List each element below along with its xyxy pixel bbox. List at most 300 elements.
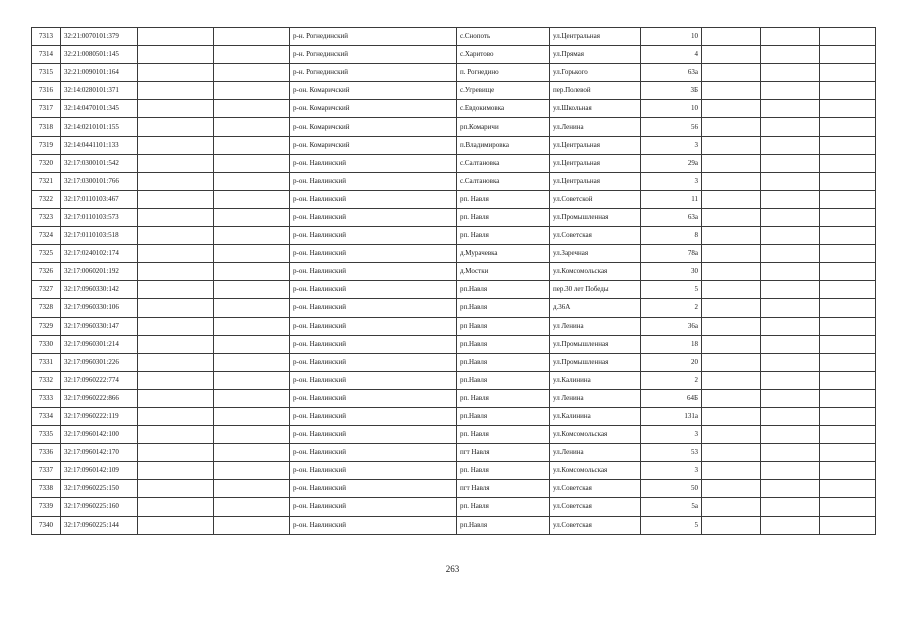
empty-cell [702,516,761,534]
table-row [32,444,876,462]
empty-cell [214,426,290,444]
row-number: 7334 [32,407,61,425]
empty-cell [702,263,761,281]
table-row [32,208,876,226]
empty-cell [214,335,290,353]
empty-cell [138,172,214,190]
row-number: 7333 [32,389,61,407]
empty-cell [214,172,290,190]
table-row [32,28,876,46]
house-cell: 4 [641,46,702,64]
table-row [32,462,876,480]
empty-cell [702,64,761,82]
row-number: 7315 [32,64,61,82]
empty-cell [761,335,820,353]
row-number: 7340 [32,516,61,534]
house-cell: 10 [641,28,702,46]
empty-cell [214,516,290,534]
settlement-cell: п. Рогнедино [457,64,550,82]
empty-cell [214,46,290,64]
empty-cell [214,444,290,462]
house-cell: 10 [641,100,702,118]
row-number: 7332 [32,371,61,389]
settlement-cell: рп. Навля [457,208,550,226]
empty-cell [214,208,290,226]
settlement-cell: с.Харитово [457,46,550,64]
cadastral-number: 32:17:0960142:109 [61,462,138,480]
table-row [32,407,876,425]
empty-cell [138,190,214,208]
empty-cell [761,100,820,118]
empty-cell [761,154,820,172]
empty-cell [214,227,290,245]
document-sheet [31,27,875,535]
house-cell: 5 [641,516,702,534]
row-number: 7324 [32,227,61,245]
street-cell: ул.Советской [550,190,641,208]
empty-cell [820,389,876,407]
settlement-cell: рп Навля [457,317,550,335]
empty-cell [761,245,820,263]
cadastral-number: 32:21:0090101:164 [61,64,138,82]
row-number: 7328 [32,299,61,317]
table-row [32,498,876,516]
empty-cell [214,263,290,281]
empty-cell [138,299,214,317]
empty-cell [138,480,214,498]
empty-cell [138,28,214,46]
row-number: 7322 [32,190,61,208]
empty-cell [820,100,876,118]
empty-cell [138,100,214,118]
empty-cell [702,498,761,516]
empty-cell [761,371,820,389]
settlement-cell: рп. Навля [457,462,550,480]
empty-cell [214,190,290,208]
empty-cell [820,118,876,136]
row-number: 7327 [32,281,61,299]
street-cell: ул.Советская [550,498,641,516]
house-cell: 3Б [641,82,702,100]
empty-cell [702,335,761,353]
empty-cell [702,281,761,299]
empty-cell [138,82,214,100]
empty-cell [138,498,214,516]
street-cell: ул.Промышленная [550,353,641,371]
empty-cell [138,335,214,353]
house-cell: 50 [641,480,702,498]
cadastral-number: 32:17:0110103:467 [61,190,138,208]
table-row [32,263,876,281]
table-row [32,389,876,407]
street-cell: пер.30 лет Победы [550,281,641,299]
table-row [32,118,876,136]
registry-rows [32,28,876,535]
row-number: 7313 [32,28,61,46]
table-row [32,516,876,534]
empty-cell [702,136,761,154]
empty-cell [820,480,876,498]
empty-cell [214,154,290,172]
empty-cell [702,389,761,407]
empty-cell [820,281,876,299]
empty-cell [761,353,820,371]
empty-cell [761,28,820,46]
empty-cell [820,172,876,190]
empty-cell [820,208,876,226]
house-cell: 3 [641,172,702,190]
district-cell: р-н. Рогнединский [290,64,457,82]
row-number: 7316 [32,82,61,100]
empty-cell [820,136,876,154]
empty-cell [761,480,820,498]
empty-cell [214,28,290,46]
empty-cell [820,28,876,46]
house-cell: 30 [641,263,702,281]
district-cell: р-он. Навлинский [290,371,457,389]
district-cell: р-он. Навлинский [290,353,457,371]
settlement-cell: с.Салтановка [457,154,550,172]
settlement-cell: д.Мурачевка [457,245,550,263]
street-cell: ул.Калинина [550,407,641,425]
empty-cell [138,444,214,462]
street-cell: ул.Калинина [550,371,641,389]
house-cell: 131а [641,407,702,425]
table-row [32,426,876,444]
table-row [32,281,876,299]
empty-cell [702,317,761,335]
empty-cell [702,28,761,46]
cadastral-number: 32:17:0960330:147 [61,317,138,335]
district-cell: р-он. Навлинский [290,516,457,534]
settlement-cell: рп.Навля [457,299,550,317]
empty-cell [702,118,761,136]
house-cell: 3 [641,462,702,480]
empty-cell [214,82,290,100]
settlement-cell: рп. Навля [457,389,550,407]
settlement-cell: рп.Навля [457,516,550,534]
street-cell: ул.Промышленная [550,335,641,353]
empty-cell [820,371,876,389]
empty-cell [214,480,290,498]
house-cell: 36а [641,317,702,335]
empty-cell [138,46,214,64]
empty-cell [820,426,876,444]
empty-cell [138,353,214,371]
row-number: 7323 [32,208,61,226]
row-number: 7337 [32,462,61,480]
empty-cell [702,245,761,263]
empty-cell [138,407,214,425]
cadastral-number: 32:17:0960222:774 [61,371,138,389]
empty-cell [702,172,761,190]
street-cell: ул.Промышленная [550,208,641,226]
empty-cell [761,426,820,444]
district-cell: р-он. Навлинский [290,426,457,444]
street-cell: ул.Центральная [550,28,641,46]
cadastral-number: 32:21:0070101:379 [61,28,138,46]
empty-cell [761,281,820,299]
table-row [32,136,876,154]
cadastral-number: 32:17:0110103:573 [61,208,138,226]
district-cell: р-он. Навлинский [290,480,457,498]
settlement-cell: с.Салтановка [457,172,550,190]
empty-cell [138,426,214,444]
empty-cell [702,426,761,444]
table-row [32,480,876,498]
row-number: 7330 [32,335,61,353]
empty-cell [820,462,876,480]
table-row [32,154,876,172]
district-cell: р-он. Комаричский [290,118,457,136]
district-cell: р-н. Рогнединский [290,28,457,46]
settlement-cell: с.Снопоть [457,28,550,46]
cadastral-number: 32:17:0960142:170 [61,444,138,462]
street-cell: д.36А [550,299,641,317]
cadastral-number: 32:17:0110103:518 [61,227,138,245]
cadastral-number: 32:17:0960225:160 [61,498,138,516]
empty-cell [761,172,820,190]
empty-cell [138,263,214,281]
empty-cell [820,335,876,353]
cadastral-number: 32:17:0960330:106 [61,299,138,317]
empty-cell [214,299,290,317]
cadastral-number: 32:17:0300101:542 [61,154,138,172]
table-row [32,353,876,371]
house-cell: 3 [641,136,702,154]
row-number: 7319 [32,136,61,154]
empty-cell [702,46,761,64]
empty-cell [820,154,876,172]
row-number: 7317 [32,100,61,118]
empty-cell [820,190,876,208]
empty-cell [702,100,761,118]
district-cell: р-он. Навлинский [290,317,457,335]
row-number: 7318 [32,118,61,136]
empty-cell [138,64,214,82]
district-cell: р-он. Навлинский [290,335,457,353]
empty-cell [761,208,820,226]
table-row [32,227,876,245]
row-number: 7335 [32,426,61,444]
empty-cell [761,389,820,407]
empty-cell [702,154,761,172]
settlement-cell: пгт Навля [457,444,550,462]
row-number: 7326 [32,263,61,281]
empty-cell [761,64,820,82]
empty-cell [214,281,290,299]
street-cell: ул.Комсомольская [550,263,641,281]
settlement-cell: п.Владимировка [457,136,550,154]
row-number: 7338 [32,480,61,498]
settlement-cell: рп. Навля [457,190,550,208]
house-cell: 2 [641,299,702,317]
empty-cell [820,516,876,534]
settlement-cell: рп.Навля [457,353,550,371]
street-cell: ул Ленина [550,389,641,407]
settlement-cell: с.Угревище [457,82,550,100]
empty-cell [702,299,761,317]
row-number: 7339 [32,498,61,516]
empty-cell [214,100,290,118]
empty-cell [214,317,290,335]
empty-cell [702,480,761,498]
street-cell: ул.Советская [550,480,641,498]
district-cell: р-он. Навлинский [290,190,457,208]
empty-cell [138,245,214,263]
empty-cell [820,64,876,82]
table-row [32,172,876,190]
settlement-cell: рп.Навля [457,407,550,425]
cadastral-number: 32:14:0210101:155 [61,118,138,136]
cadastral-number: 32:17:0960225:144 [61,516,138,534]
empty-cell [702,82,761,100]
empty-cell [761,444,820,462]
empty-cell [820,317,876,335]
street-cell: ул.Горького [550,64,641,82]
district-cell: р-он. Комаричский [290,136,457,154]
empty-cell [820,444,876,462]
empty-cell [820,46,876,64]
cadastral-number: 32:14:0441101:133 [61,136,138,154]
empty-cell [702,371,761,389]
settlement-cell: рп.Комаричи [457,118,550,136]
empty-cell [214,498,290,516]
empty-cell [214,245,290,263]
row-number: 7321 [32,172,61,190]
empty-cell [702,190,761,208]
cadastral-number: 32:14:0470101:345 [61,100,138,118]
empty-cell [820,407,876,425]
empty-cell [820,353,876,371]
district-cell: р-он. Навлинский [290,281,457,299]
district-cell: р-он. Навлинский [290,208,457,226]
district-cell: р-он. Навлинский [290,172,457,190]
table-row [32,64,876,82]
house-cell: 11 [641,190,702,208]
empty-cell [820,498,876,516]
empty-cell [761,46,820,64]
empty-cell [138,281,214,299]
settlement-cell: с.Евдокимовка [457,100,550,118]
empty-cell [761,136,820,154]
empty-cell [761,516,820,534]
cadastral-number: 32:17:0960222:866 [61,389,138,407]
empty-cell [761,190,820,208]
district-cell: р-он. Комаричский [290,100,457,118]
empty-cell [761,82,820,100]
row-number: 7331 [32,353,61,371]
row-number: 7325 [32,245,61,263]
district-cell: р-он. Навлинский [290,389,457,407]
empty-cell [214,353,290,371]
district-cell: р-он. Навлинский [290,407,457,425]
empty-cell [820,245,876,263]
empty-cell [702,407,761,425]
house-cell: 29а [641,154,702,172]
house-cell: 64Б [641,389,702,407]
table-row [32,317,876,335]
street-cell: ул.Заречная [550,245,641,263]
street-cell: ул.Комсомольская [550,426,641,444]
empty-cell [702,208,761,226]
street-cell: ул.Ленина [550,118,641,136]
cadastral-number: 32:17:0240102:174 [61,245,138,263]
empty-cell [761,462,820,480]
street-cell: ул.Советская [550,227,641,245]
empty-cell [761,498,820,516]
house-cell: 5а [641,498,702,516]
cadastral-number: 32:17:0960330:142 [61,281,138,299]
empty-cell [761,299,820,317]
cadastral-number: 32:17:0960301:226 [61,353,138,371]
house-cell: 63а [641,208,702,226]
empty-cell [214,462,290,480]
settlement-cell: рп. Навля [457,498,550,516]
district-cell: р-он. Навлинский [290,444,457,462]
district-cell: р-н. Рогнединский [290,46,457,64]
empty-cell [138,118,214,136]
empty-cell [702,444,761,462]
settlement-cell: рп.Навля [457,371,550,389]
empty-cell [702,227,761,245]
settlement-cell: рп.Навля [457,281,550,299]
empty-cell [214,136,290,154]
empty-cell [214,371,290,389]
street-cell: ул.Ленина [550,444,641,462]
empty-cell [761,263,820,281]
street-cell: пер.Полевой [550,82,641,100]
empty-cell [138,371,214,389]
district-cell: р-он. Навлинский [290,263,457,281]
empty-cell [820,263,876,281]
empty-cell [138,208,214,226]
table-row [32,82,876,100]
table-row [32,100,876,118]
empty-cell [761,118,820,136]
empty-cell [820,299,876,317]
cadastral-number: 32:17:0060201:192 [61,263,138,281]
house-cell: 56 [641,118,702,136]
settlement-cell: рп. Навля [457,426,550,444]
house-cell: 78а [641,245,702,263]
table-row [32,299,876,317]
registry-table [31,27,876,535]
cadastral-number: 32:17:0960301:214 [61,335,138,353]
district-cell: р-он. Комаричский [290,82,457,100]
page-number: 263 [445,564,460,574]
cadastral-number: 32:17:0300101:766 [61,172,138,190]
house-cell: 5 [641,281,702,299]
empty-cell [138,317,214,335]
street-cell: ул.Центральная [550,154,641,172]
house-cell: 53 [641,444,702,462]
row-number: 7314 [32,46,61,64]
row-number: 7336 [32,444,61,462]
settlement-cell: пгт Навля [457,480,550,498]
empty-cell [138,136,214,154]
street-cell: ул.Советская [550,516,641,534]
empty-cell [214,64,290,82]
row-number: 7320 [32,154,61,172]
house-cell: 2 [641,371,702,389]
house-cell: 63а [641,64,702,82]
empty-cell [214,118,290,136]
empty-cell [702,353,761,371]
cadastral-number: 32:17:0960225:150 [61,480,138,498]
street-cell: ул.Центральная [550,172,641,190]
empty-cell [761,317,820,335]
